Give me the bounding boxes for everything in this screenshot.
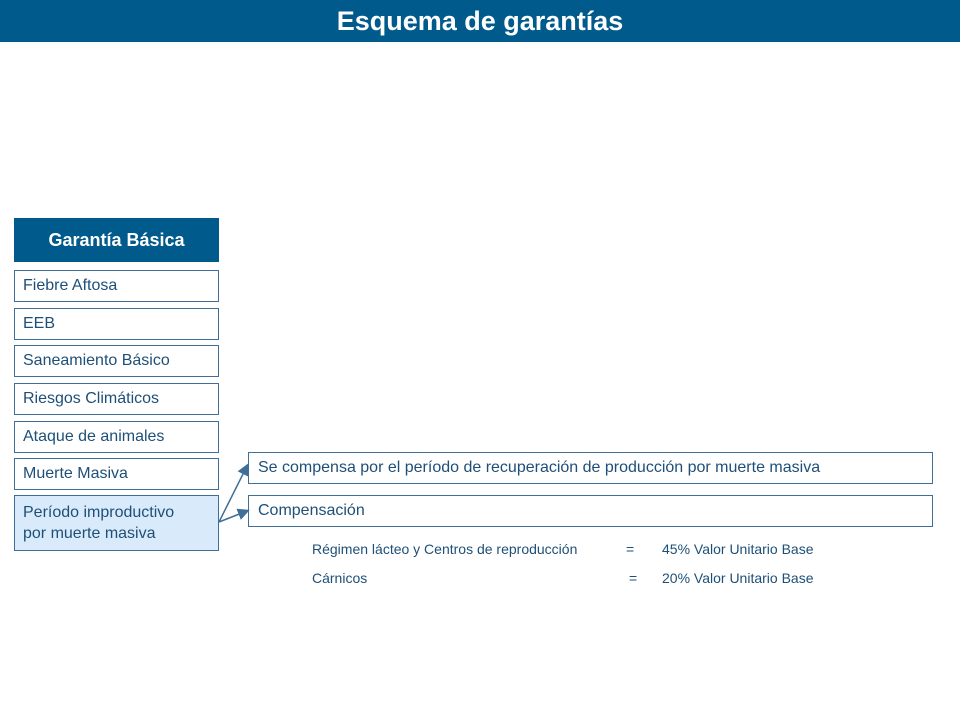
item-muerte-masiva: Muerte Masiva <box>14 458 219 490</box>
arrow-to-recovery <box>219 466 247 522</box>
item-ataque-animales: Ataque de animales <box>14 421 219 453</box>
comp-row-dairy-label: Régimen lácteo y Centros de reproducción <box>312 541 578 557</box>
compensation-box: Compensación <box>248 495 933 527</box>
comp-row-dairy-value: 45% Valor Unitario Base <box>662 541 814 557</box>
item-eeb: EEB <box>14 308 219 340</box>
item-periodo-improductivo: Período improductivo por muerte masiva <box>14 495 219 551</box>
page-title: Esquema de garantías <box>336 5 624 36</box>
comp-row-meat-label: Cárnicos <box>312 570 368 586</box>
comp-row-dairy-equals: = <box>626 541 635 557</box>
comp-row-meat-value: 20% Valor Unitario Base <box>662 570 814 586</box>
item-saneamiento-basico: Saneamiento Básico <box>14 345 219 377</box>
recovery-box: Se compensa por el período de recuperación de producción por muerte masiva <box>248 452 933 484</box>
item-riesgos-climaticos: Riesgos Climáticos <box>14 383 219 415</box>
comp-row-meat-equals: = <box>629 570 638 586</box>
item-fiebre-aftosa: Fiebre Aftosa <box>14 270 219 302</box>
basic-guarantee-header: Garantía Básica <box>14 218 219 262</box>
